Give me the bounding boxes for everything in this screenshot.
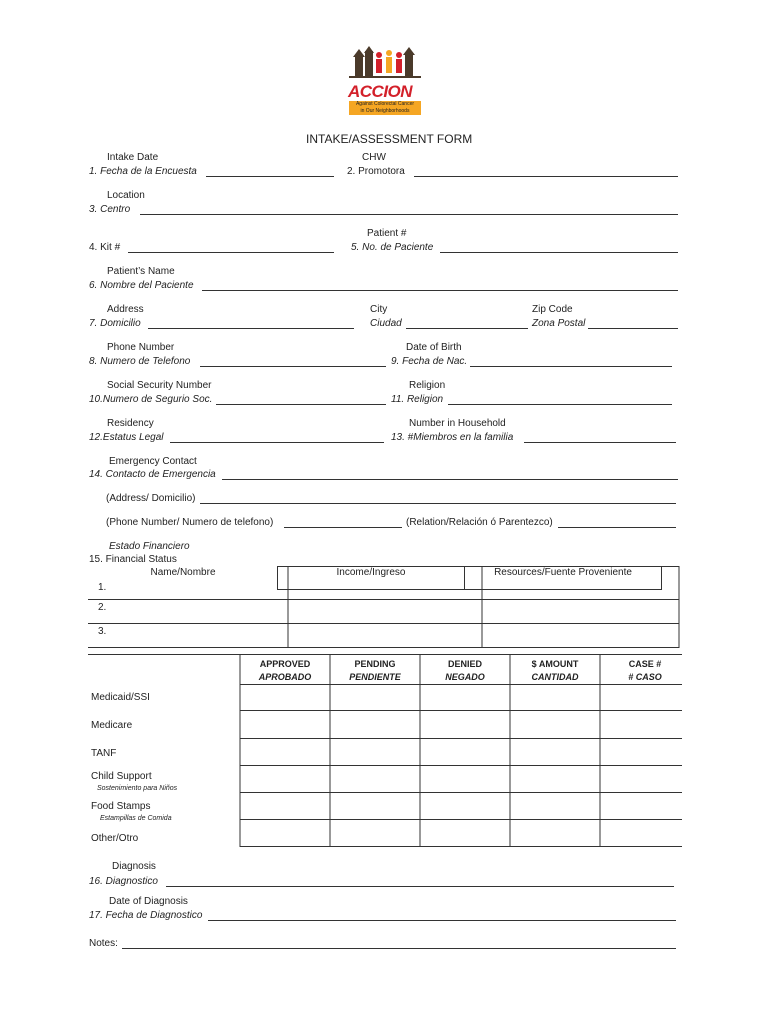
zip-field[interactable] bbox=[588, 319, 678, 329]
emergency-phone-label: (Phone Number/ Numero de telefono) bbox=[106, 517, 274, 528]
domicilio-label: 7. Domicilio bbox=[89, 318, 141, 329]
name-header: Name/Nombre bbox=[89, 567, 278, 590]
financial-row-1-label: 1. bbox=[98, 582, 107, 593]
estado-financiero-label: Estado Financiero bbox=[109, 541, 190, 552]
promotora-field[interactable] bbox=[414, 167, 678, 177]
notes-label: Notes: bbox=[89, 938, 118, 949]
emergency-phone-field[interactable] bbox=[284, 518, 402, 528]
ssn-field[interactable] bbox=[216, 395, 386, 405]
dob-label: Date of Birth bbox=[406, 342, 462, 353]
notes-field[interactable] bbox=[122, 939, 676, 949]
patient-name-label: Patient’s Name bbox=[107, 266, 175, 277]
religion-label: Religion bbox=[409, 380, 446, 391]
location-label: Location bbox=[107, 190, 145, 201]
ssn-es-label: 10.Numero de Segurio Soc. bbox=[89, 394, 213, 405]
promotora-label: 2. Promotora bbox=[347, 166, 405, 177]
pending-header: PENDING PENDIENTE bbox=[349, 659, 401, 682]
benefit-row-medicaid: Medicaid/SSI bbox=[91, 692, 150, 703]
benefit-row-medicare: Medicare bbox=[91, 720, 133, 731]
city-label: City bbox=[370, 304, 388, 315]
benefit-row-food-stamps: Food Stamps bbox=[91, 801, 151, 812]
city-field[interactable] bbox=[406, 319, 528, 329]
diagnosis-date-es-label: 17. Fecha de Diagnostico bbox=[89, 910, 203, 921]
logo-name: ACCION bbox=[348, 82, 413, 101]
phone-label: Phone Number bbox=[107, 342, 175, 353]
financial-row-2-label: 2. bbox=[98, 602, 107, 613]
benefit-row-child-support: Child Support bbox=[91, 771, 152, 782]
logo-tagline-box bbox=[349, 101, 421, 115]
benefit-row-tanf: TANF bbox=[91, 748, 117, 759]
financial-grid bbox=[88, 566, 682, 648]
patient-number-field[interactable] bbox=[440, 243, 678, 253]
emergency-contact-es-label: 14. Contacto de Emergencia bbox=[89, 469, 216, 480]
diagnostico-label: 16. Diagnostico bbox=[89, 876, 158, 887]
ssn-label: Social Security Number bbox=[107, 380, 212, 391]
centro-field[interactable] bbox=[140, 205, 678, 215]
approved-header: APPROVED APROBADO bbox=[258, 659, 312, 682]
benefit-row-child-support-sub: Sostenimiento para Niños bbox=[97, 785, 178, 792]
fecha-nac-label: 9. Fecha de Nac. bbox=[391, 356, 468, 367]
emergency-address-field[interactable] bbox=[200, 494, 676, 504]
chw-label: CHW bbox=[362, 152, 386, 163]
telefono-label: 8. Numero de Telefono bbox=[89, 356, 191, 367]
miembros-label: 13. #Miembros en la familia bbox=[391, 432, 514, 443]
ciudad-label: Ciudad bbox=[370, 318, 402, 329]
financial-status-label: 15. Financial Status bbox=[89, 554, 177, 565]
resources-header: Resources/Fuente Proveniente bbox=[465, 567, 662, 590]
benefit-row-other: Other/Otro bbox=[91, 833, 139, 844]
residency-field[interactable] bbox=[170, 433, 384, 443]
emergency-relation-label: (Relation/Relación ó Parentezco) bbox=[406, 517, 553, 528]
emergency-contact-label: Emergency Contact bbox=[109, 456, 197, 467]
intake-date-es-label: 1. Fecha de la Encuesta bbox=[89, 166, 197, 177]
dob-field[interactable] bbox=[470, 357, 672, 367]
amount-header: $ AMOUNT CANTIDAD bbox=[531, 659, 579, 682]
diagnosis-field[interactable] bbox=[166, 877, 674, 887]
address-field[interactable] bbox=[148, 319, 354, 329]
patient-number-es-label: 5. No. de Paciente bbox=[351, 242, 434, 253]
diagnosis-date-field[interactable] bbox=[208, 911, 676, 921]
case-header: CASE # # CASO bbox=[628, 659, 662, 682]
kit-label: 4. Kit # bbox=[89, 242, 121, 253]
zona-postal-label: Zona Postal bbox=[532, 318, 586, 329]
diagnosis-label: Diagnosis bbox=[112, 861, 156, 872]
logo-tagline-2: in Our Neighborhoods bbox=[360, 108, 410, 114]
financial-row-3-label: 3. bbox=[98, 626, 107, 637]
patient-name-es-label: 6. Nombre del Paciente bbox=[89, 280, 194, 291]
religion-es-label: 11. Religion bbox=[391, 394, 444, 405]
emergency-address-label: (Address/ Domicilio) bbox=[106, 493, 196, 504]
household-field[interactable] bbox=[524, 433, 676, 443]
people-figures-icon bbox=[345, 45, 425, 83]
zip-label: Zip Code bbox=[532, 304, 573, 315]
religion-field[interactable] bbox=[448, 395, 672, 405]
address-label: Address bbox=[107, 304, 144, 315]
income-header: Income/Ingreso bbox=[278, 567, 465, 590]
residency-label: Residency bbox=[107, 418, 154, 429]
accion-logo bbox=[345, 45, 425, 115]
form-title: INTAKE/ASSESSMENT FORM bbox=[306, 132, 473, 146]
household-label: Number in Household bbox=[409, 418, 506, 429]
patient-name-field[interactable] bbox=[202, 281, 678, 291]
patient-number-label: Patient # bbox=[367, 228, 407, 239]
estatus-legal-label: 12.Estatus Legal bbox=[89, 432, 164, 443]
diagnosis-date-label: Date of Diagnosis bbox=[109, 896, 188, 907]
denied-header: DENIED NEGADO bbox=[445, 659, 485, 682]
intake-date-label: Intake Date bbox=[107, 152, 159, 163]
emergency-relation-field[interactable] bbox=[558, 518, 676, 528]
intake-date-field[interactable] bbox=[206, 167, 334, 177]
emergency-contact-field[interactable] bbox=[222, 470, 678, 480]
logo-tagline-1: Against Colorectal Cancer bbox=[355, 101, 415, 107]
centro-label: 3. Centro bbox=[89, 204, 131, 215]
phone-field[interactable] bbox=[200, 357, 386, 367]
benefit-row-food-stamps-sub: Estampillas de Comida bbox=[100, 815, 172, 822]
kit-field[interactable] bbox=[128, 243, 334, 253]
